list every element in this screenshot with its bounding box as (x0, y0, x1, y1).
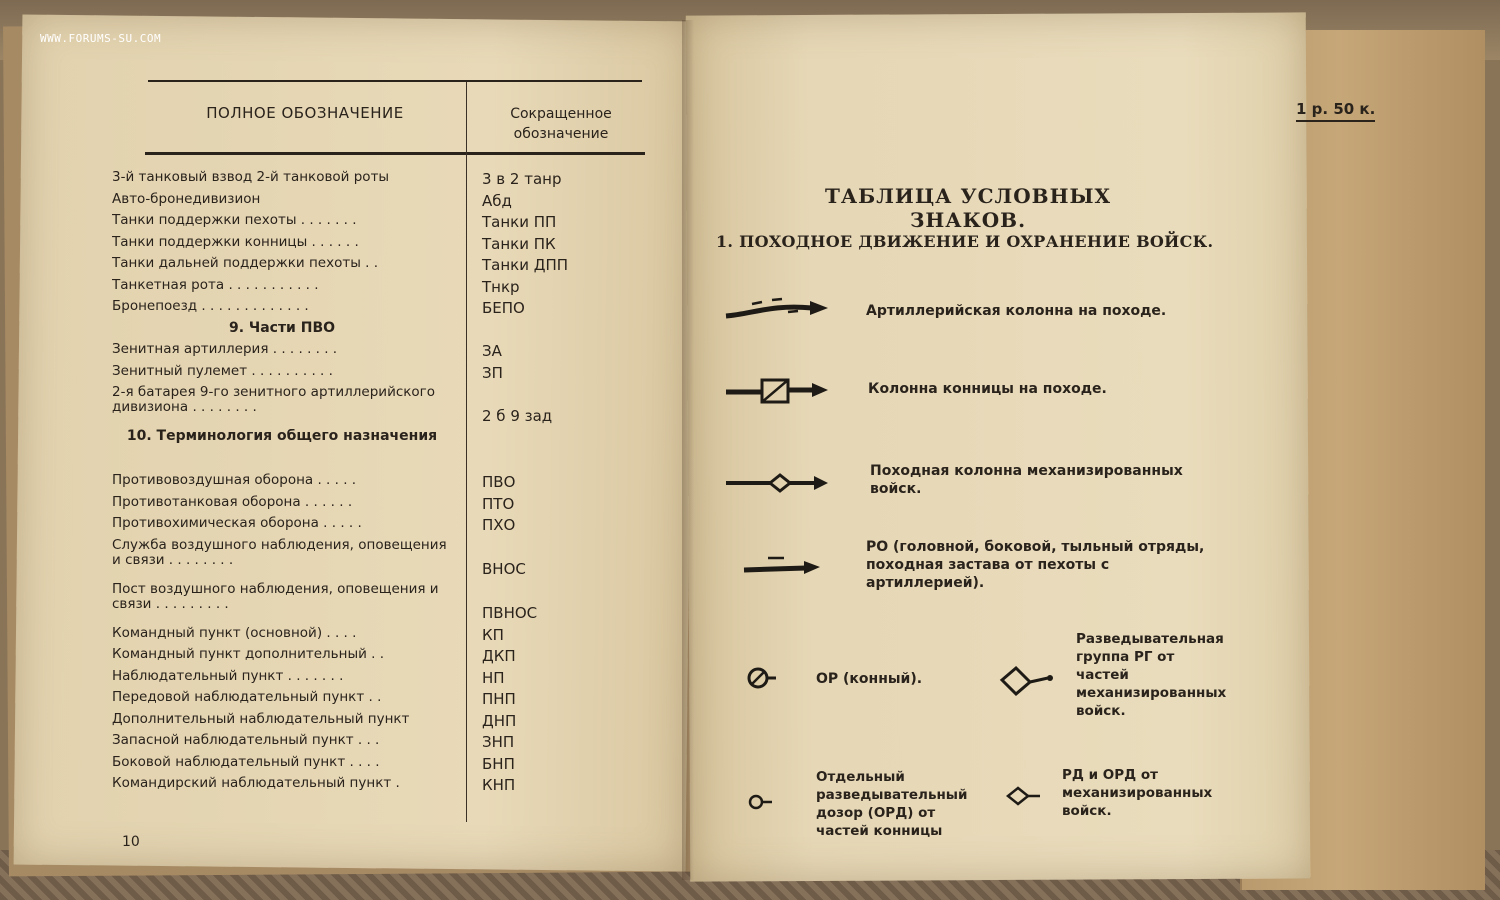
short-designation: ЗП (482, 363, 503, 382)
page-number: 10 (122, 834, 140, 850)
full-designation: Авто-бронедивизион (112, 191, 261, 207)
short-designation: ПТО (482, 494, 515, 513)
table-row (112, 690, 652, 712)
ro-icon (740, 550, 826, 580)
full-designation: Бронепоезд . . . . . . . . . . . . . (112, 299, 309, 314)
recon-group-icon (998, 664, 1058, 698)
ord-label: Отдельный разведывательный дозор (ОРД) от частей конницы (816, 769, 968, 839)
full-designation: 3-й танковый взвод 2-й танковой роты (112, 170, 390, 185)
full-designation: Боковой наблюдательный пункт . . . . (112, 754, 380, 770)
header-full-designation: ПОЛНОЕ ОБОЗНАЧЕНИЕ (206, 104, 404, 122)
cavalry-column-icon (722, 374, 834, 408)
table-row (112, 516, 652, 538)
full-designation: 2-я батарея 9-го зенитного артиллерийского дивизиона . . . . . . . . (112, 385, 436, 415)
full-designation: Запасной наблюдательный пункт . . . (112, 733, 380, 748)
full-designation: Зенитный пулемет . . . . . . . . . . (112, 363, 333, 379)
table-row (112, 385, 652, 429)
watermark: WWW.FORUMS-SU.COM (40, 32, 162, 45)
cavalry-column-label: Колонна конницы на походе. (868, 381, 1107, 397)
short-designation: Танки ПП (482, 213, 557, 231)
table-row (112, 626, 652, 648)
full-designation: Противовоздушная оборона . . . . . (112, 473, 357, 488)
short-designation: ПНП (482, 690, 516, 708)
table-row (112, 170, 652, 192)
table-row (112, 342, 652, 364)
table-row (112, 755, 652, 777)
page-title: ТАБЛИЦА УСЛОВНЫХ ЗНАКОВ. (824, 184, 1112, 232)
short-designation: КНП (482, 776, 516, 794)
ord-icon (744, 790, 778, 814)
right-page (686, 12, 1311, 881)
rd-ord-label: РД и ОРД от механизированных войск. (1062, 767, 1213, 819)
short-designation: ВНОС (482, 559, 526, 578)
section-heading-row (112, 321, 652, 343)
short-designation: ПВО (482, 473, 516, 491)
book-gutter (682, 20, 694, 880)
table-row (112, 192, 652, 214)
short-designation: 2 б 9 зад (482, 407, 553, 425)
table-row (112, 538, 652, 582)
short-designation: Танки ПК (482, 234, 556, 253)
table-top-rule (148, 80, 642, 82)
short-designation: НП (482, 668, 505, 687)
full-designation: Зенитная артиллерия . . . . . . . . (112, 342, 338, 357)
full-designation: Противотанковая оборона . . . . . . (112, 494, 353, 510)
recon-group-label: Разведывательная группа РГ от частей механизированных войск. (1076, 631, 1227, 719)
short-designation: Тнкр (482, 277, 520, 296)
table-row (112, 647, 652, 669)
full-designation: Танки поддержки конницы . . . . . . (112, 234, 359, 250)
short-designation: 3 в 2 танр (482, 170, 562, 188)
table-row (112, 669, 652, 691)
table-row (112, 213, 652, 235)
full-designation: Танкетная рота . . . . . . . . . . . (112, 277, 319, 293)
table-row (112, 235, 652, 257)
full-designation: Танки дальней поддержки пехоты . . (112, 256, 379, 271)
short-designation: ПВНОС (482, 603, 538, 622)
table-row (112, 364, 652, 386)
table-header-rule (145, 152, 645, 155)
or-cavalry-label: ОР (конный). (816, 671, 923, 687)
section-title: 10. Терминология общего назначения (126, 429, 438, 444)
price-label: 1 р. 50 к. (1296, 100, 1375, 122)
short-designation: БЕПО (482, 299, 525, 317)
short-designation: ДНП (482, 711, 517, 730)
table-row (112, 776, 652, 798)
ro-label: РО (головной, боковой, тыльный отряды, походная застава от пехоты с артиллерией). (866, 539, 1205, 591)
designation-table (112, 170, 652, 798)
full-designation: Противохимическая оборона . . . . . (112, 516, 362, 531)
section-title: 9. Части ПВО (228, 320, 336, 336)
short-designation: БНП (482, 754, 515, 773)
full-designation: Служба воздушного наблюдения, оповещения и связи . . . . . . . . (112, 537, 447, 568)
full-designation: Пост воздушного наблюдения, оповещения и связи . . . . . . . . . (112, 581, 439, 612)
or-cavalry-icon (744, 664, 778, 692)
artillery-column-icon (722, 294, 834, 328)
mechanized-column-label: Походная колонна механизированных войск. (870, 463, 1183, 497)
section-heading: 1. ПОХОДНОЕ ДВИЖЕНИЕ И ОХРАНЕНИЕ ВОЙСК. (716, 232, 1214, 251)
short-designation: Абд (482, 191, 512, 210)
table-row (112, 582, 652, 626)
table-row (112, 495, 652, 517)
full-designation: Передовой наблюдательный пункт . . (112, 690, 382, 705)
table-row (112, 733, 652, 755)
section-heading-row (112, 429, 652, 473)
short-designation: ЗНП (482, 733, 515, 751)
table-row (112, 299, 652, 321)
full-designation: Командный пункт (основной) . . . . (112, 625, 357, 641)
table-row (112, 256, 652, 278)
full-designation: Командирский наблюдательный пункт . (112, 776, 400, 791)
short-designation: ДКП (482, 647, 516, 665)
rd-ord-icon (1004, 784, 1044, 808)
mechanized-column-icon (722, 466, 834, 500)
table-row (112, 278, 652, 300)
artillery-column-label: Артиллерийская колонна на походе. (866, 303, 1167, 319)
short-designation: Танки ДПП (482, 256, 569, 274)
short-designation: ЗА (482, 342, 502, 360)
full-designation: Танки поддержки пехоты . . . . . . . (112, 213, 357, 228)
header-short-designation: Сокращенное обозначение (510, 106, 612, 142)
table-row (112, 473, 652, 495)
short-designation: КП (482, 625, 504, 644)
table-row (112, 712, 652, 734)
full-designation: Наблюдательный пункт . . . . . . . (112, 668, 344, 684)
short-designation: ПХО (482, 516, 516, 534)
full-designation: Командный пункт дополнительный . . (112, 647, 385, 662)
full-designation: Дополнительный наблюдательный пункт (112, 711, 410, 727)
